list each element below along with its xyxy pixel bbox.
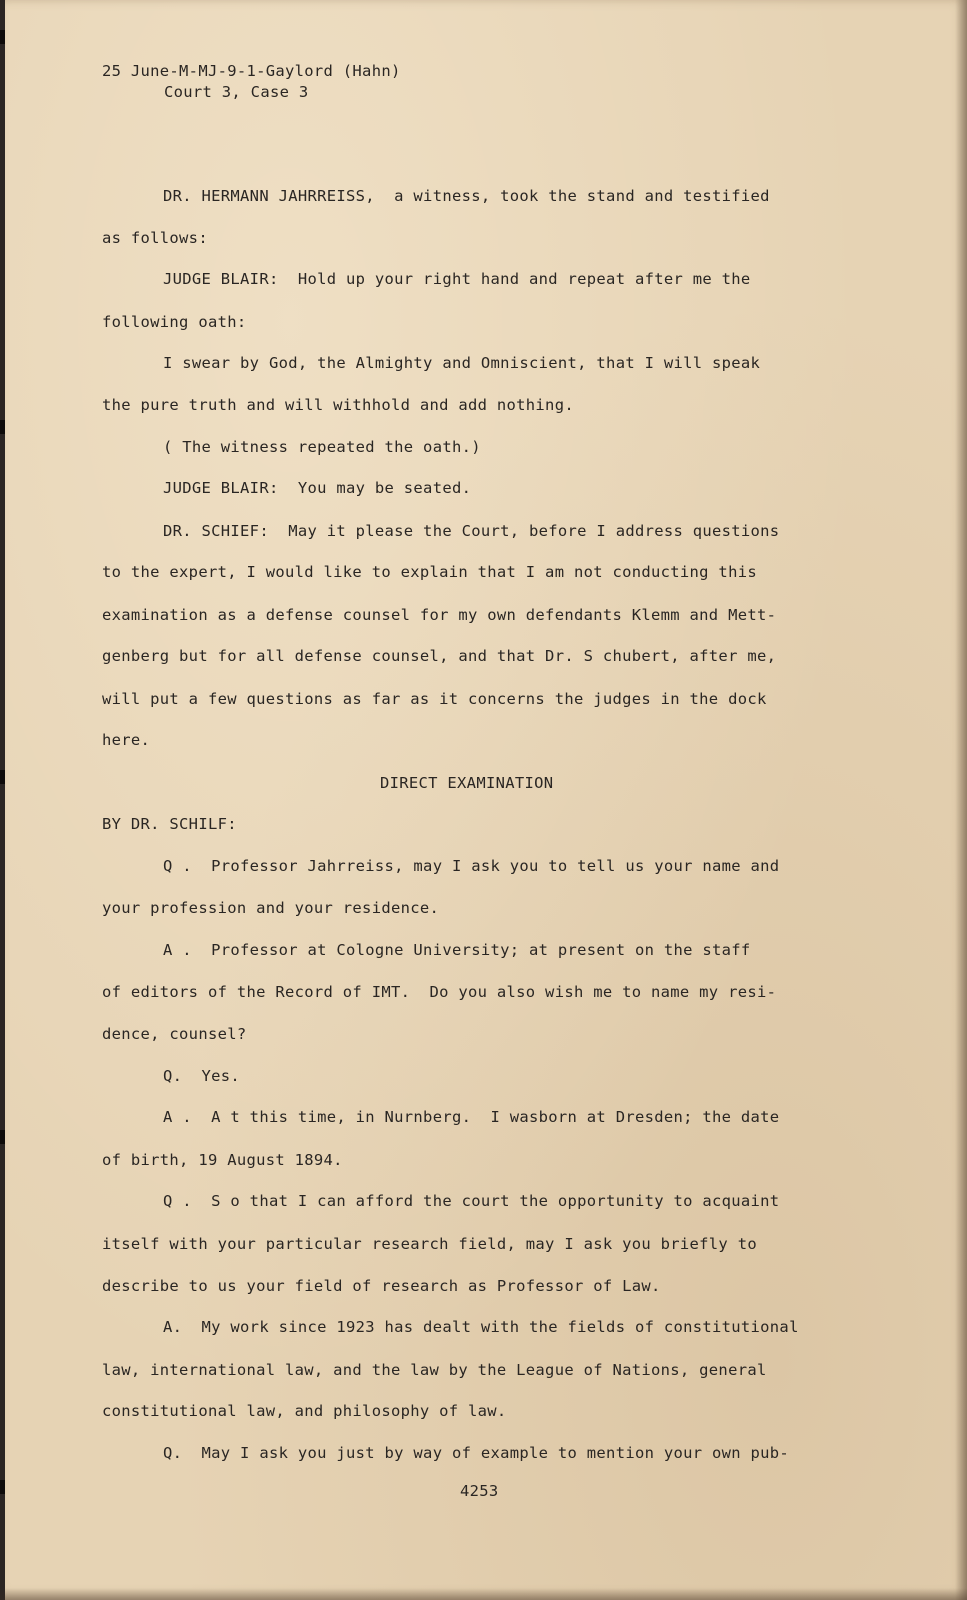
body-line: dence, counsel? (102, 1025, 247, 1043)
body-line: Q . S o that I can afford the court the opportunity to acquaint (163, 1192, 780, 1210)
body-line: law, international law, and the law by the League of Nations, general (102, 1361, 767, 1379)
body-line: constitutional law, and philosophy of law. (102, 1402, 507, 1420)
body-line: A . Professor at Cologne University; at present on the staff (163, 941, 751, 959)
body-line: your profession and your residence. (102, 899, 440, 917)
body-line: Q. May I ask you just by way of example to mention your own pub- (163, 1444, 790, 1462)
body-line: to the expert, I would like to explain that I am not conducting this (102, 563, 757, 581)
body-line: as follows: (102, 229, 208, 247)
body-line: ( The witness repeated the oath.) (163, 438, 481, 456)
body-line: Q . Professor Jahrreiss, may I ask you to tell us your name and (163, 857, 780, 875)
header-line-1: 25 June-M-MJ-9-1-Gaylord (Hahn) (102, 62, 401, 80)
body-line: I swear by God, the Almighty and Omniscient, that I will speak (163, 354, 761, 372)
body-line: of editors of the Record of IMT. Do you also wish me to name my resi- (102, 983, 777, 1001)
body-line: genberg but for all defense counsel, and that Dr. S chubert, after me, (102, 647, 777, 665)
body-line: A. My work since 1923 has dealt with the fields of constitutional (163, 1318, 799, 1336)
body-line: itself with your particular research field, may I ask you briefly to (102, 1235, 757, 1253)
body-line: A . A t this time, in Nurnberg. I wasborn at Dresden; the date (163, 1108, 780, 1126)
body-line: BY DR. SCHILF: (102, 815, 237, 833)
body-line: JUDGE BLAIR: You may be seated. (163, 479, 472, 497)
body-line: following oath: (102, 313, 247, 331)
body-line: of birth, 19 August 1894. (102, 1151, 343, 1169)
page-number: 4253 (460, 1482, 499, 1500)
body-line: examination as a defense counsel for my own defendants Klemm and Mett- (102, 606, 777, 624)
body-line: DR. SCHIEF: May it please the Court, before I address questions (163, 522, 780, 540)
body-line: here. (102, 731, 151, 749)
body-line: JUDGE BLAIR: Hold up your right hand and repeat after me the (163, 270, 751, 288)
body-line: the pure truth and will withhold and add nothing. (102, 396, 574, 414)
body-line: will put a few questions as far as it concerns the judges in the dock (102, 690, 767, 708)
header-line-2: Court 3, Case 3 (164, 83, 309, 101)
body-line: Q. Yes. (163, 1067, 241, 1085)
body-line: DR. HERMANN JAHRREISS, a witness, took the stand and testified (163, 187, 770, 205)
section-heading: DIRECT EXAMINATION (380, 774, 554, 792)
body-line: describe to us your field of research as Professor of Law. (102, 1277, 661, 1295)
